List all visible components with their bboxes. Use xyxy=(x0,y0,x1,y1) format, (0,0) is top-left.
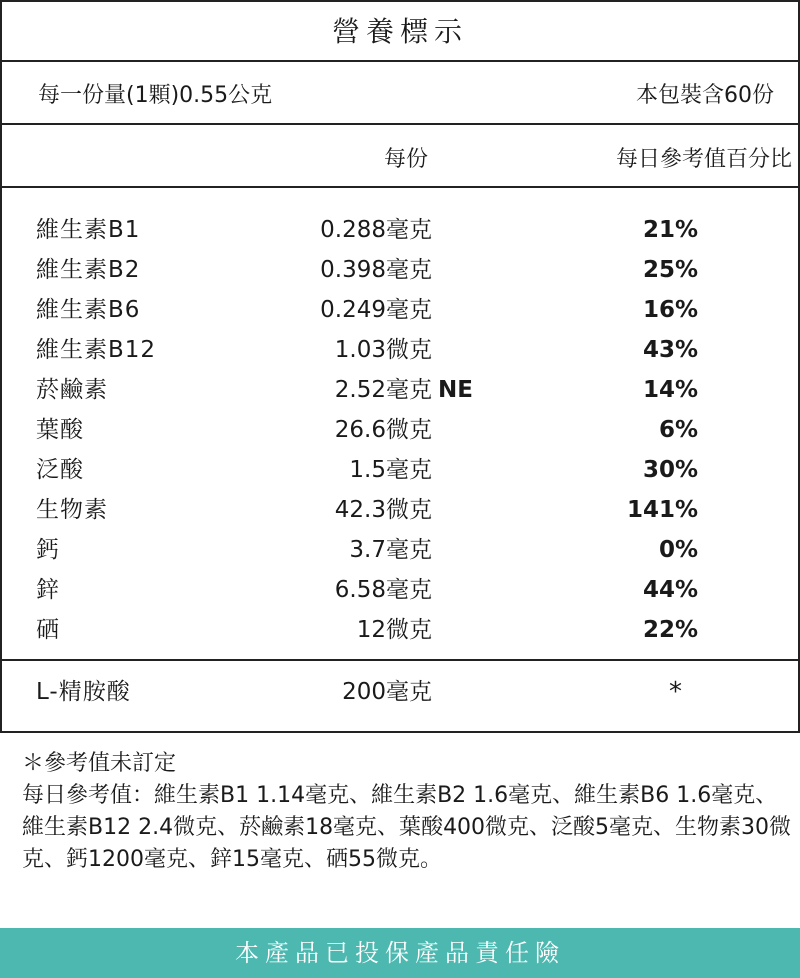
nutrient-name: 鋅 xyxy=(36,577,60,603)
nutrient-amount: 3.7毫克 xyxy=(349,537,432,563)
servings-per-package: 本包裝含60份 xyxy=(636,83,774,108)
nutrient-amount: 0.288毫克 xyxy=(320,217,432,243)
nutrient-pct: 30% xyxy=(642,457,698,483)
nutrient-row xyxy=(2,570,798,610)
nutrient-name: 泛酸 xyxy=(36,457,84,483)
nutrient-row xyxy=(2,290,798,330)
nutrient-pct: 25% xyxy=(642,257,698,283)
nutrient-row xyxy=(2,370,798,410)
label-title: 營養標示 xyxy=(331,15,468,48)
nutrient-name: 鈣 xyxy=(36,537,60,563)
nutrient-name: 菸鹼素 xyxy=(36,377,108,403)
nutrient-pct: 21% xyxy=(642,217,698,243)
divider xyxy=(2,123,798,125)
nutrient-amount: 0.249毫克 xyxy=(320,297,432,323)
nutrient-pct: 6% xyxy=(658,417,698,443)
nutrient-amount: 200毫克 xyxy=(342,679,432,705)
nutrient-pct: * xyxy=(669,677,682,707)
nutrient-name: 維生素B12 xyxy=(36,337,157,363)
nutrient-name: 維生素B2 xyxy=(36,257,141,283)
nutrient-pct: 16% xyxy=(642,297,698,323)
nutrient-row xyxy=(2,450,798,490)
nutrient-row xyxy=(2,250,798,290)
nutrient-pct: 43% xyxy=(642,337,698,363)
insurance-banner: 本產品已投保產品責任險 xyxy=(0,928,800,978)
nutrient-name: 葉酸 xyxy=(36,417,84,443)
nutrient-pct: 44% xyxy=(642,577,698,603)
nutrient-pct: 141% xyxy=(626,497,698,523)
nutrient-name: 維生素B6 xyxy=(36,297,141,323)
nutrient-amount-suffix: NE xyxy=(438,377,473,403)
divider xyxy=(2,659,798,661)
divider xyxy=(2,60,798,62)
nutrient-name: L-精胺酸 xyxy=(36,679,131,705)
nutrient-name: 硒 xyxy=(36,617,60,643)
arginine-row xyxy=(2,672,798,712)
footnotes xyxy=(22,748,792,876)
nutrient-row xyxy=(2,330,798,370)
nutrient-amount: 1.03微克 xyxy=(334,337,432,363)
divider xyxy=(2,186,798,188)
nutrient-row xyxy=(2,410,798,450)
serving-size: 每一份量(1顆)0.55公克 xyxy=(38,83,273,108)
nutrient-amount: 2.52毫克 xyxy=(334,377,432,403)
nutrient-name: 維生素B1 xyxy=(36,217,141,243)
nutrient-amount: 26.6微克 xyxy=(334,417,432,443)
nutrient-amount: 42.3微克 xyxy=(334,497,432,523)
nutrient-pct: 22% xyxy=(642,617,698,643)
nutrient-pct: 14% xyxy=(642,377,698,403)
nutrient-row xyxy=(2,610,798,650)
nutrient-name: 生物素 xyxy=(36,497,108,523)
nutrient-amount: 1.5毫克 xyxy=(349,457,432,483)
nutrient-pct: 0% xyxy=(658,537,698,563)
nutrient-amount: 6.58毫克 xyxy=(334,577,432,603)
nutrient-row xyxy=(2,490,798,530)
per-serving-header: 每份 xyxy=(383,147,428,172)
nutrient-row xyxy=(2,210,798,250)
nutrient-amount: 12微克 xyxy=(356,617,432,643)
nutrient-amount: 0.398毫克 xyxy=(320,257,432,283)
daily-reference-note: 每日參考值：維生素B1 1.14毫克、維生素B2 1.6毫克、維生素B6 1.6毫克、維生素B12 2.4微克、菸鹼素18毫克、葉酸400微克、泛酸5毫克、生物素30微克、鈣1200毫克、鋅15毫克、硒55微克。 xyxy=(22,783,792,872)
daily-value-header: 每日參考值百分比 xyxy=(615,147,792,172)
asterisk-note: ＊參考值未訂定 xyxy=(22,751,177,776)
nutrient-row xyxy=(2,530,798,570)
